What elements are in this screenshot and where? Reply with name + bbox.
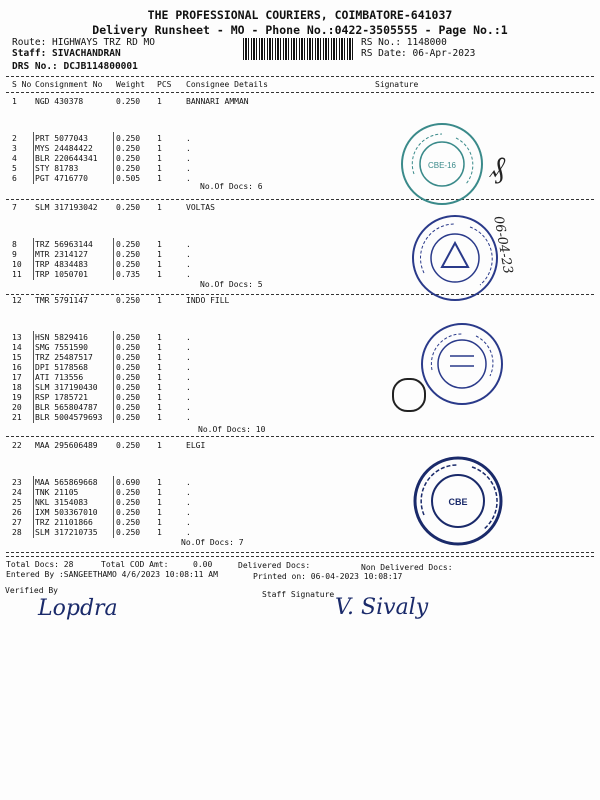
- row-consignment: PGT 4716770: [35, 174, 88, 183]
- row-consignee: .: [186, 528, 191, 537]
- row-consignment: BLR 220644341: [35, 154, 98, 163]
- row-weight: 0.250: [116, 528, 141, 537]
- table-row: [0, 413, 600, 423]
- header-rule-top: [6, 76, 594, 77]
- column-divider: [33, 132, 34, 184]
- table-row: [0, 528, 600, 538]
- table-row: [0, 164, 600, 174]
- table-row: [0, 498, 600, 508]
- row-weight: 0.250: [116, 164, 141, 173]
- row-pcs: 1: [157, 250, 162, 259]
- row-sno: 8: [12, 240, 17, 249]
- row-weight: 0.250: [116, 296, 141, 305]
- row-weight: 0.250: [116, 508, 141, 517]
- row-weight: 0.690: [116, 478, 141, 487]
- runsheet-subtitle: Delivery Runsheet - MO - Phone No.:0422-3505555 - Page No.:1: [92, 23, 508, 37]
- row-weight: 0.505: [116, 174, 141, 183]
- row-sno: 25: [12, 498, 22, 507]
- table-row: [0, 154, 600, 164]
- group-doc-count: No.Of Docs: 10: [198, 425, 266, 434]
- group-doc-count: No.Of Docs: 5: [200, 280, 263, 289]
- stamp-voltas: [410, 213, 500, 303]
- row-consignment: TRZ 56963144: [35, 240, 93, 249]
- stamp-bannari: [400, 122, 484, 206]
- row-pcs: 1: [157, 164, 162, 173]
- row-consignment: MTR 2314127: [35, 250, 88, 259]
- row-weight: 0.250: [116, 363, 141, 372]
- table-row: [0, 333, 600, 343]
- row-pcs: 1: [157, 296, 162, 305]
- staff-signature: V. Sivaly: [335, 595, 429, 620]
- row-pcs: 1: [157, 270, 162, 279]
- row-sno: 23: [12, 478, 22, 487]
- col-sno: S No: [12, 80, 32, 89]
- row-consignment: SLM 317193042: [35, 203, 98, 212]
- row-weight: 0.250: [116, 134, 141, 143]
- table-row: [0, 97, 600, 107]
- row-consignee: BANNARI AMMAN: [186, 97, 249, 106]
- total-docs: Total Docs: 28: [6, 560, 74, 569]
- row-consignee: .: [186, 154, 191, 163]
- row-pcs: 1: [157, 518, 162, 527]
- row-consignment: NKL 3154083: [35, 498, 88, 507]
- row-pcs: 1: [157, 353, 162, 362]
- row-pcs: 1: [157, 97, 162, 106]
- verified-by-label: Verified By: [5, 586, 58, 595]
- row-consignment: SLM 317190430: [35, 383, 98, 392]
- header-rule-bottom: [6, 92, 594, 93]
- row-pcs: 1: [157, 393, 162, 402]
- group-separator: [6, 199, 594, 200]
- table-row: [0, 144, 600, 154]
- table-row: [0, 508, 600, 518]
- row-weight: 0.250: [116, 154, 141, 163]
- stamp-elgi-center: CBE: [448, 497, 468, 507]
- col-signature: Signature: [375, 80, 419, 89]
- row-sno: 16: [12, 363, 22, 372]
- col-consignee: Consignee Details: [186, 80, 268, 89]
- row-consignee: .: [186, 363, 191, 372]
- row-consignee: .: [186, 333, 191, 342]
- col-pcs: PCS: [157, 80, 172, 89]
- row-consignee: .: [186, 144, 191, 153]
- column-divider: [113, 476, 114, 538]
- row-pcs: 1: [157, 373, 162, 382]
- verified-signature: Lopdra: [38, 596, 118, 621]
- signature-mark-1: ₰: [490, 150, 505, 185]
- row-consignment: SMG 7551590: [35, 343, 88, 352]
- row-pcs: 1: [157, 508, 162, 517]
- table-row: [0, 296, 600, 306]
- row-sno: 24: [12, 488, 22, 497]
- row-pcs: 1: [157, 498, 162, 507]
- row-sno: 11: [12, 270, 22, 279]
- column-headers: [0, 80, 600, 90]
- row-sno: 28: [12, 528, 22, 537]
- printed-on: Printed on: 06-04-2023 10:08:17: [253, 572, 403, 581]
- column-divider: [33, 331, 34, 423]
- group-doc-count: No.Of Docs: 6: [200, 182, 263, 191]
- row-pcs: 1: [157, 363, 162, 372]
- row-pcs: 1: [157, 144, 162, 153]
- column-divider: [113, 238, 114, 280]
- row-consignee: .: [186, 478, 191, 487]
- row-consignee: .: [186, 518, 191, 527]
- row-consignment: TRP 4834483: [35, 260, 88, 269]
- footer-rule: [6, 556, 594, 557]
- row-weight: 0.250: [116, 518, 141, 527]
- row-consignee: .: [186, 174, 191, 183]
- rs-number: RS No.: 1148000: [361, 37, 447, 48]
- row-pcs: 1: [157, 174, 162, 183]
- row-sno: 19: [12, 393, 22, 402]
- group-doc-count: No.Of Docs: 7: [181, 538, 244, 547]
- row-sno: 2: [12, 134, 17, 143]
- row-sno: 21: [12, 413, 22, 422]
- total-cod-value: 0.00: [193, 560, 213, 569]
- row-consignment: NGD 430378: [35, 97, 84, 106]
- row-pcs: 1: [157, 240, 162, 249]
- staff-signature-label: Staff Signature: [262, 590, 335, 599]
- group-separator: [6, 294, 594, 295]
- row-consignment: BLR 5004579693: [35, 413, 103, 422]
- row-sno: 18: [12, 383, 22, 392]
- row-pcs: 1: [157, 413, 162, 422]
- row-weight: 0.250: [116, 343, 141, 352]
- row-pcs: 1: [157, 154, 162, 163]
- row-consignee: .: [186, 413, 191, 422]
- row-sno: 3: [12, 144, 17, 153]
- row-pcs: 1: [157, 441, 162, 450]
- row-consignment: PRT 5077043: [35, 134, 88, 143]
- delivered-docs: Delivered Docs:: [238, 561, 311, 570]
- row-sno: 22: [12, 441, 22, 450]
- row-consignee: .: [186, 508, 191, 517]
- barcode: [243, 38, 355, 60]
- entered-by: Entered By :SANGEETHAMO 4/6/2023 10:08:11 AM: [6, 570, 218, 579]
- table-row: [0, 441, 600, 451]
- row-consignment: TNK 21105: [35, 488, 79, 497]
- row-weight: 0.250: [116, 250, 141, 259]
- row-sno: 12: [12, 296, 22, 305]
- rs-date: RS Date: 06-Apr-2023: [361, 48, 476, 59]
- row-weight: 0.250: [116, 260, 141, 269]
- table-row: [0, 343, 600, 353]
- group-separator: [6, 552, 594, 553]
- row-sno: 7: [12, 203, 17, 212]
- row-consignment: RSP 1785721: [35, 393, 88, 402]
- row-sno: 6: [12, 174, 17, 183]
- row-weight: 0.250: [116, 383, 141, 392]
- row-weight: 0.250: [116, 240, 141, 249]
- row-pcs: 1: [157, 383, 162, 392]
- row-consignee: .: [186, 383, 191, 392]
- row-weight: 0.250: [116, 373, 141, 382]
- column-divider: [113, 132, 114, 184]
- row-sno: 14: [12, 343, 22, 352]
- row-consignee: .: [186, 240, 191, 249]
- table-row: [0, 134, 600, 144]
- row-consignment: ATI 713556: [35, 373, 84, 382]
- drs-number: DRS No.: DCJB114800001: [12, 61, 138, 72]
- row-consignee: .: [186, 134, 191, 143]
- row-sno: 4: [12, 154, 17, 163]
- row-consignee: .: [186, 403, 191, 412]
- row-consignee: .: [186, 488, 191, 497]
- row-consignment: TRZ 25487517: [35, 353, 93, 362]
- row-consignment: HSN 5829416: [35, 333, 88, 342]
- row-sno: 9: [12, 250, 17, 259]
- row-consignee: .: [186, 498, 191, 507]
- row-pcs: 1: [157, 260, 162, 269]
- row-pcs: 1: [157, 528, 162, 537]
- table-row: [0, 383, 600, 393]
- row-weight: 0.250: [116, 488, 141, 497]
- col-consignment: Consignment No: [35, 80, 103, 89]
- table-row: [0, 403, 600, 413]
- row-weight: 0.250: [116, 97, 141, 106]
- stamp-elgi: [412, 455, 504, 547]
- col-weight: Weight: [116, 80, 145, 89]
- row-consignment: SLM 317210735: [35, 528, 98, 537]
- table-row: [0, 373, 600, 383]
- row-weight: 0.250: [116, 144, 141, 153]
- row-consignee: .: [186, 270, 191, 279]
- non-delivered-docs: Non Delivered Docs:: [361, 563, 453, 572]
- row-weight: 0.735: [116, 270, 141, 279]
- row-consignee: .: [186, 260, 191, 269]
- row-weight: 0.250: [116, 353, 141, 362]
- row-sno: 17: [12, 373, 22, 382]
- row-consignment: MYS 24484422: [35, 144, 93, 153]
- stamp-indofill: [420, 322, 504, 406]
- row-weight: 0.250: [116, 403, 141, 412]
- row-sno: 5: [12, 164, 17, 173]
- handwritten-circle-mark: [392, 378, 426, 412]
- row-consignment: STY 81783: [35, 164, 79, 173]
- group-separator: [6, 436, 594, 437]
- row-weight: 0.250: [116, 498, 141, 507]
- row-consignment: TRP 1050701: [35, 270, 88, 279]
- table-row: [0, 393, 600, 403]
- stamp-bannari-center: CBE-16: [427, 161, 457, 170]
- row-pcs: 1: [157, 134, 162, 143]
- row-consignee: VOLTAS: [186, 203, 215, 212]
- row-consignee: ELGI: [186, 441, 206, 450]
- row-pcs: 1: [157, 343, 162, 352]
- row-consignment: IXM 503367010: [35, 508, 98, 517]
- table-row: [0, 488, 600, 498]
- row-consignee: .: [186, 250, 191, 259]
- table-row: [0, 203, 600, 213]
- row-weight: 0.250: [116, 441, 141, 450]
- staff-label: Staff: SIVACHANDRAN: [12, 48, 121, 59]
- row-pcs: 1: [157, 203, 162, 212]
- row-consignment: BLR 565804787: [35, 403, 98, 412]
- row-sno: 27: [12, 518, 22, 527]
- table-row: [0, 363, 600, 373]
- row-weight: 0.250: [116, 333, 141, 342]
- row-sno: 1: [12, 97, 17, 106]
- handwritten-date: 06-04-23: [490, 215, 516, 276]
- row-sno: 10: [12, 260, 22, 269]
- row-consignee: INDO FILL: [186, 296, 230, 305]
- row-weight: 0.250: [116, 393, 141, 402]
- row-pcs: 1: [157, 478, 162, 487]
- row-consignment: MAA 295606489: [35, 441, 98, 450]
- table-row: [0, 353, 600, 363]
- column-divider: [33, 238, 34, 280]
- route-label: Route: HIGHWAYS TRZ RD MO: [12, 37, 155, 48]
- total-cod-label: Total COD Amt:: [101, 560, 169, 569]
- row-consignment: MAA 565869668: [35, 478, 98, 487]
- row-consignment: TRZ 21101866: [35, 518, 93, 527]
- row-sno: 20: [12, 403, 22, 412]
- row-weight: 0.250: [116, 413, 141, 422]
- column-divider: [113, 331, 114, 423]
- row-consignee: .: [186, 393, 191, 402]
- row-consignee: .: [186, 164, 191, 173]
- row-weight: 0.250: [116, 203, 141, 212]
- row-pcs: 1: [157, 403, 162, 412]
- row-sno: 26: [12, 508, 22, 517]
- table-row: [0, 478, 600, 488]
- row-consignee: .: [186, 373, 191, 382]
- row-consignee: .: [186, 343, 191, 352]
- row-consignment: TMR 5791147: [35, 296, 88, 305]
- row-consignment: DPI 5178568: [35, 363, 88, 372]
- row-sno: 15: [12, 353, 22, 362]
- row-pcs: 1: [157, 333, 162, 342]
- company-title: THE PROFESSIONAL COURIERS, COIMBATORE-641037: [147, 8, 453, 22]
- table-row: [0, 174, 600, 184]
- row-pcs: 1: [157, 488, 162, 497]
- row-sno: 13: [12, 333, 22, 342]
- row-consignee: .: [186, 353, 191, 362]
- table-row: [0, 518, 600, 528]
- column-divider: [33, 476, 34, 538]
